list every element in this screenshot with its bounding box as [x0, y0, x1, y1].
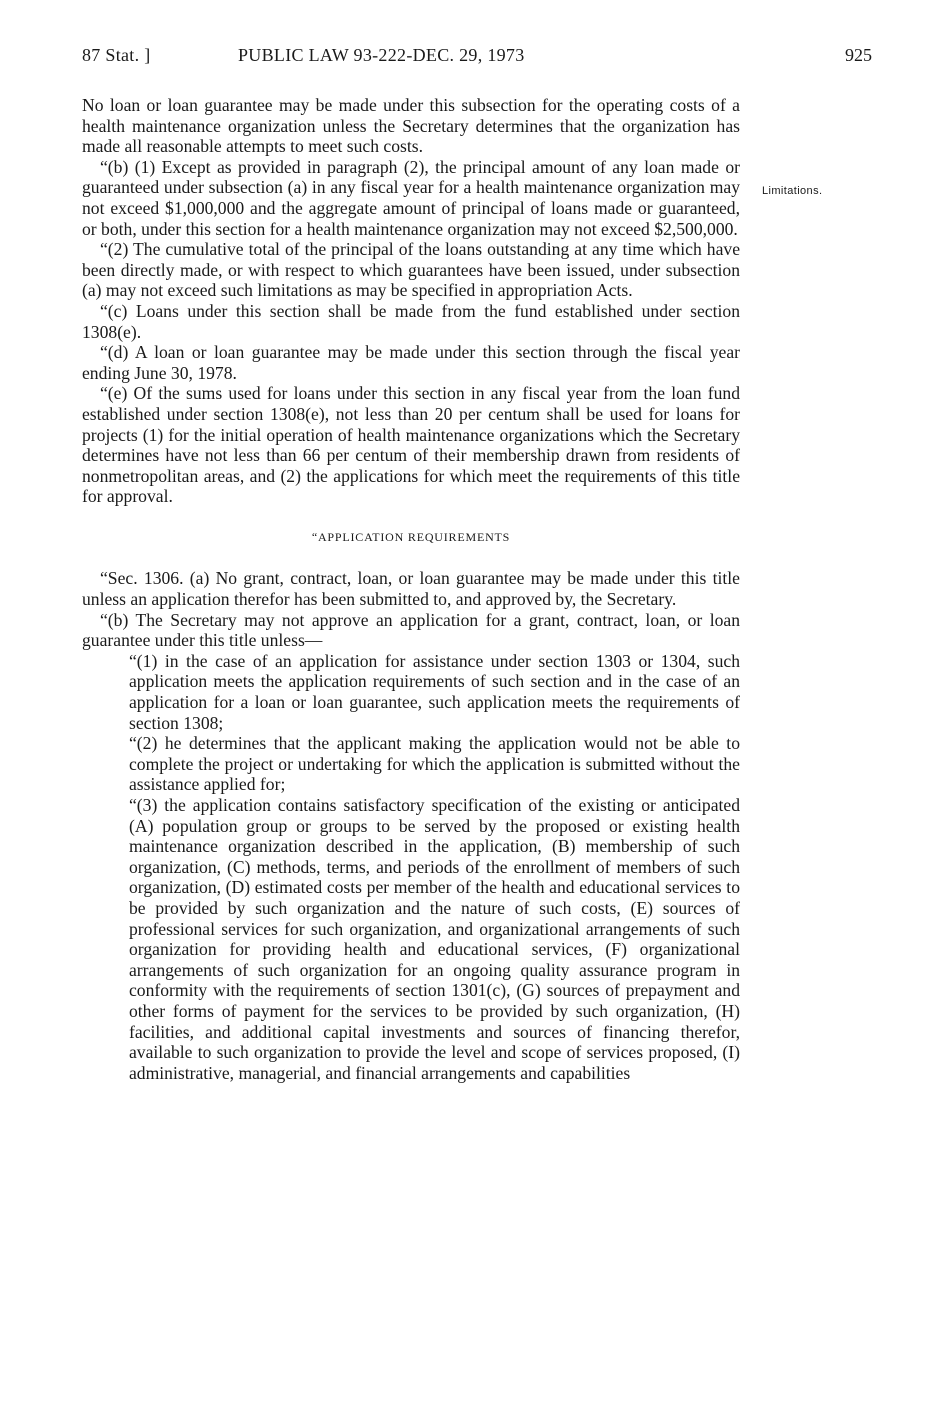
list-item-3: “(3) the application contains satisfactory specification of the existing or anticipated (A) population group or groups to be served by the proposed or existing health maintenance organization described in the application, (B) membership of such organization, (C) methods, terms, and periods of the enrollment of members of such organization, (D) estimated costs per member of the health and educational services to be provided by such organization and the nature of such costs, (E) sources of professional services for such organization, and organizational arrangements of such organization for providing health and educational services, (F) organizational arrangements of such organization for an ongoing quality assurance program in conformity with the requirements of section 1301(c), (G) sources of prepayment and other forms of payment for the services to be provided by such organization, (H) facilities, and additional capital investments and sources of financing therefor, available to such organization to provide the level and scope of services proposed, (I) administrative, managerial, and financial arrangements and capabilities: [129, 795, 740, 1083]
running-head-citation: 87 Stat. ]: [82, 45, 151, 65]
running-head-title: PUBLIC LAW 93-222-DEC. 29, 1973: [238, 45, 525, 65]
margin-note-limitations: Limitations.: [762, 185, 823, 197]
paragraph-sec-1306-b: “(b) The Secretary may not approve an application for a grant, contract, loan, or loan guarantee under this title unless—: [82, 609, 740, 651]
paragraph-subsection-e: “(e) Of the sums used for loans under this section in any fiscal year from the loan fund established under section 1308(e), not less than 20 per centum shall be used for loans for projects (1) for the initial operation of health maintenance organizations which the Secretary determines have not less than 66 per centum of their membership drawn from residents of nonmetropolitan areas, and (2) the applications for which meet the requirements of this title for approval.: [82, 383, 740, 507]
paragraph-subsection-d: “(d) A loan or loan guarantee may be made under this section through the fiscal year ending June 30, 1978.: [82, 342, 740, 383]
paragraph-subsection-b2: “(2) The cumulative total of the principal of the loans outstanding at any time which have been directly made, or with respect to which guarantees have been issued, under subsection (a) may not exceed such limitations as may be specified in appropriation Acts.: [82, 239, 740, 301]
paragraph-continuation: No loan or loan guarantee may be made under this subsection for the operating costs of a health maintenance organization unless the Secretary determines that the organization has made all reasonable attempts to meet such costs.: [82, 95, 740, 157]
section-heading: “APPLICATION REQUIREMENTS: [311, 529, 511, 544]
page-number: 925: [845, 45, 872, 65]
list-item-2: “(2) he determines that the applicant making the application would not be able to complete the project or undertaking for which the application is submitted without the assistance applied for;: [129, 733, 740, 795]
paragraph-subsection-b1: “(b) (1) Except as provided in paragraph (2), the principal amount of any loan made or guaranteed under subsection (a) in any fiscal year for a health maintenance organization may not exceed $1,000,000 and the aggregate amount of principal of loans made or guaranteed, or both, under this section for a health maintenance organization may not exceed $2,500,000.: [82, 156, 740, 239]
paragraph-sec-1306-a: “Sec. 1306. (a) No grant, contract, loan, or loan guarantee may be made under this title unless an application therefor has been submitted to, and approved by, the Secretary.: [82, 568, 740, 610]
paragraph-subsection-c: “(c) Loans under this section shall be made from the fund established under section 1308(e).: [82, 300, 740, 342]
list-item-1: “(1) in the case of an application for assistance under section 1303 or 1304, such application meets the application requirements of such section and in the case of an application for a loan or loan guarantee, such application meets the requirements of section 1308;: [129, 650, 740, 733]
body-text: [82, 95, 740, 1083]
